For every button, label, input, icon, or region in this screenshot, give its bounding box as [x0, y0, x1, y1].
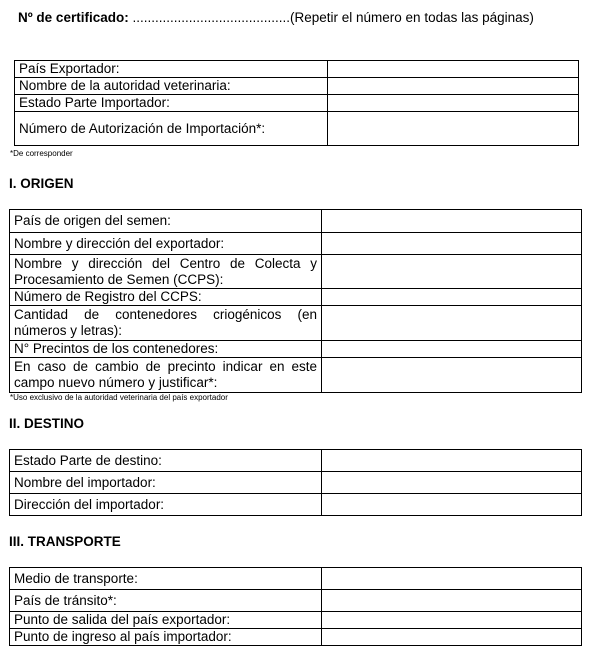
field-label: Dirección del importador: — [10, 494, 322, 516]
field-value-cell[interactable] — [322, 568, 582, 590]
certificate-number-blank[interactable]: .......................................... — [132, 10, 290, 25]
table-row — [10, 358, 582, 393]
table-row — [15, 95, 579, 112]
field-value-cell[interactable] — [322, 629, 582, 646]
field-label: Nombre y dirección del exportador: — [10, 233, 322, 255]
field-value-cell[interactable] — [322, 358, 582, 393]
field-value-cell[interactable] — [322, 255, 582, 289]
table-row — [10, 289, 582, 306]
field-label: Estado Parte Importador: — [15, 95, 328, 112]
table-row — [15, 112, 579, 146]
field-label: Punto de salida del país exportador: — [10, 612, 322, 629]
field-value-cell[interactable] — [322, 233, 582, 255]
field-value-cell[interactable] — [322, 612, 582, 629]
field-label: Nombre y dirección del Centro de Colecta y Procesamiento de Semen (CCPS): — [10, 255, 322, 289]
table-row — [10, 341, 582, 358]
table-row — [10, 629, 582, 646]
destino-table — [9, 449, 582, 516]
field-label: N° Precintos de los contenedores: — [10, 341, 322, 358]
field-label: País Exportador: — [15, 61, 328, 78]
field-value-cell[interactable] — [322, 289, 582, 306]
field-label: País de origen del semen: — [10, 210, 322, 233]
table-row — [10, 472, 582, 494]
table-row — [10, 590, 582, 612]
table-row — [10, 210, 582, 233]
certificate-number-instruction: (Repetir el número en todas las páginas) — [290, 10, 534, 25]
certificate-number-label: Nº de certificado: — [18, 10, 129, 25]
table-row — [15, 61, 579, 78]
header-table — [14, 60, 579, 146]
field-label: Punto de ingreso al país importador: — [10, 629, 322, 646]
section-title-origen: I. ORIGEN — [9, 176, 74, 191]
field-label: Cantidad de contenedores criogénicos (en números y letras): — [10, 306, 322, 341]
field-value-cell[interactable] — [328, 78, 579, 95]
field-value-cell[interactable] — [322, 494, 582, 516]
field-label: Nombre del importador: — [10, 472, 322, 494]
field-label: Número de Registro del CCPS: — [10, 289, 322, 306]
field-label: En caso de cambio de precinto indicar en este campo nuevo número y justificar*: — [10, 358, 322, 393]
field-value-cell[interactable] — [322, 306, 582, 341]
field-value-cell[interactable] — [322, 472, 582, 494]
field-label: Medio de transporte: — [10, 568, 322, 590]
table-row — [10, 494, 582, 516]
field-value-cell[interactable] — [328, 112, 579, 146]
table-row — [10, 233, 582, 255]
field-label: Número de Autorización de Importación*: — [15, 112, 328, 146]
table-row — [15, 78, 579, 95]
table-row — [10, 568, 582, 590]
table-row — [10, 450, 582, 472]
transporte-table — [9, 567, 582, 646]
table-row — [10, 306, 582, 341]
header-footnote: *De corresponder — [10, 149, 73, 158]
field-label: Nombre de la autoridad veterinaria: — [15, 78, 328, 95]
field-value-cell[interactable] — [322, 590, 582, 612]
field-value-cell[interactable] — [322, 341, 582, 358]
certificate-number-line — [18, 9, 556, 26]
field-value-cell[interactable] — [322, 450, 582, 472]
origen-table — [9, 209, 582, 393]
table-row — [10, 612, 582, 629]
origen-footnote: *Uso exclusivo de la autoridad veterinaria del país exportador — [10, 393, 228, 402]
section-title-transporte: III. TRANSPORTE — [9, 534, 121, 549]
table-row — [10, 255, 582, 289]
section-title-destino: II. DESTINO — [9, 416, 85, 431]
field-label: Estado Parte de destino: — [10, 450, 322, 472]
field-label: País de tránsito*: — [10, 590, 322, 612]
field-value-cell[interactable] — [328, 95, 579, 112]
field-value-cell[interactable] — [322, 210, 582, 233]
field-value-cell[interactable] — [328, 61, 579, 78]
